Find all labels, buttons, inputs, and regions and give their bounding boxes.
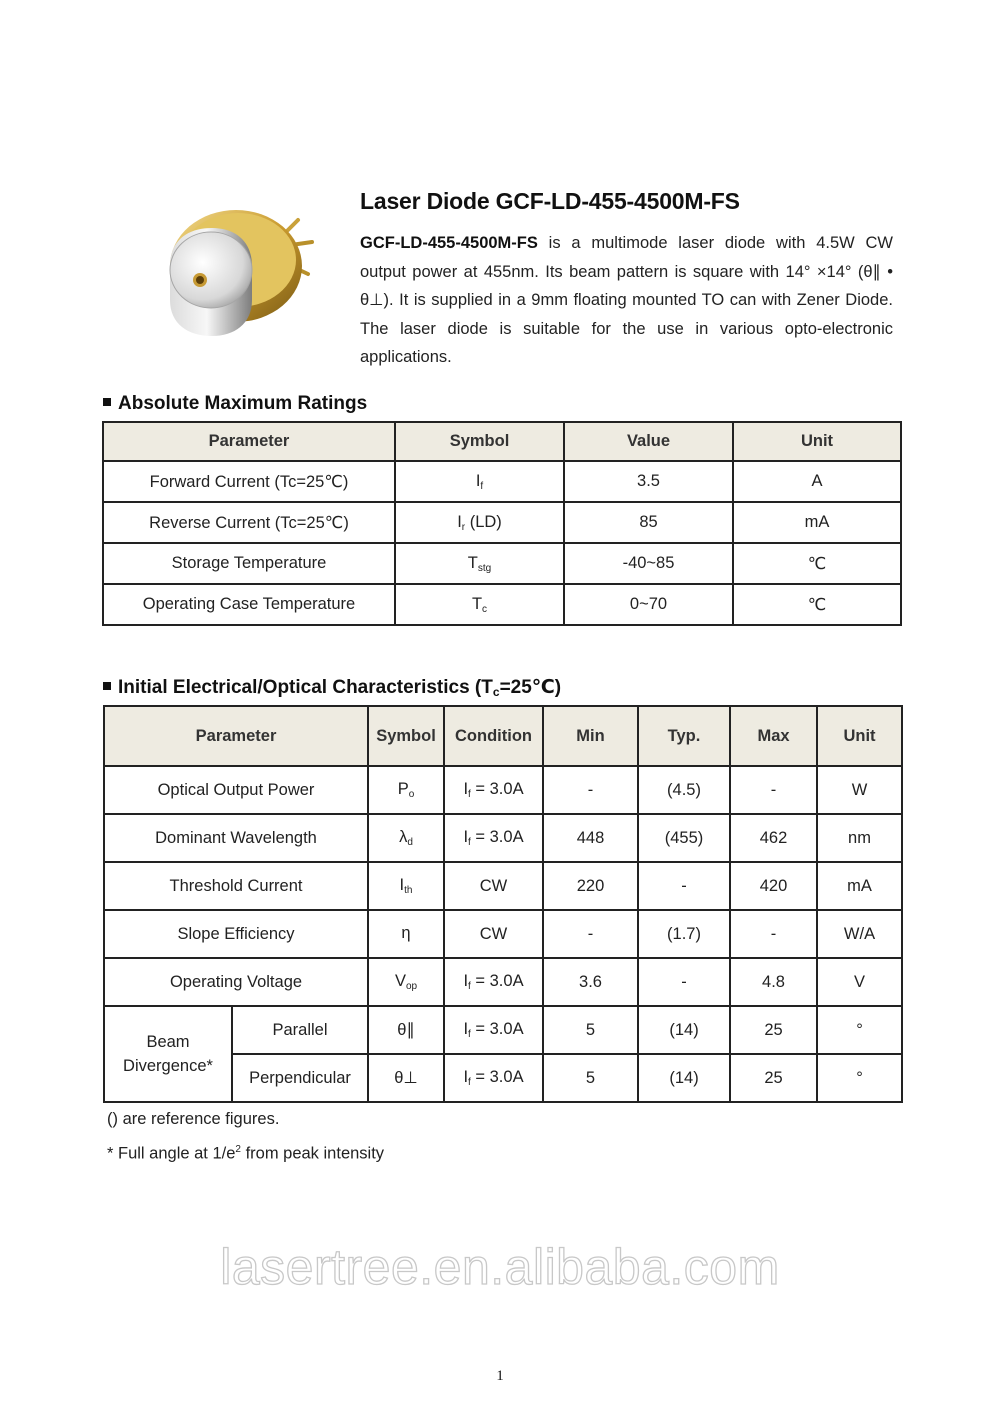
table-row: Operating Voltage $V_{op}$ $I_f = 3.0A$ 3.6 - 4.8 V — [104, 958, 902, 1006]
eoc-header-max: Max — [730, 706, 817, 766]
eoc-header-symbol: Symbol — [368, 706, 444, 766]
absolute-maximum-ratings-table — [102, 421, 902, 626]
electrical-optical-characteristics-table — [103, 705, 903, 1103]
table-row: Beam Divergence* Parallel θ∥ $I_f = 3.0A$ 5 (14) 25 ° — [104, 1006, 902, 1054]
amr-header-unit: Unit — [733, 422, 901, 461]
eoc-header-typ: Typ. — [638, 706, 730, 766]
table-row: Forward Current (Tc=25℃) $I_f$ 3.5 A — [103, 461, 901, 502]
laser-diode-product-image — [148, 200, 320, 360]
eoc-header-min: Min — [543, 706, 638, 766]
table-row: Slope Efficiency η CW - (1.7) - W/A — [104, 910, 902, 958]
eoc-header-condition: Condition — [444, 706, 543, 766]
table-row: Storage Temperature $T_{stg}$ -40~85 ℃ — [103, 543, 901, 584]
eoc-heading: Initial Electrical/Optical Characteristics $(T_c=25℃)$ — [103, 676, 561, 699]
table-row: Operating Case Temperature $T_c$ 0~70 ℃ — [103, 584, 901, 625]
product-model: GCF-LD-455-4500M-FS — [360, 234, 538, 252]
table-row: Perpendicular θ⊥ $I_f = 3.0A$ 5 (14) 25 ° — [104, 1054, 902, 1102]
eoc-header-unit: Unit — [817, 706, 902, 766]
watermark: lasertree.en.alibaba.com — [220, 1239, 780, 1295]
reference-note: () are reference figures. — [107, 1110, 280, 1128]
table-row: Dominant Wavelength $\lambda_d$ $I_f = 3.0A$ 448 (455) 462 nm — [104, 814, 902, 862]
table-row: Threshold Current $I_{th}$ CW 220 - 420 mA — [104, 862, 902, 910]
amr-header-parameter: Parameter — [103, 422, 395, 461]
amr-heading: Absolute Maximum Ratings — [103, 393, 367, 415]
amr-header-symbol: Symbol — [395, 422, 564, 461]
table-row: Optical Output Power $P_o$ $I_f = 3.0A$ - (4.5) - W — [104, 766, 902, 814]
beam-divergence-label: Beam Divergence* — [104, 1006, 232, 1102]
amr-header-value: Value — [564, 422, 733, 461]
product-description — [360, 229, 893, 372]
description-text: is a multimode laser diode with 4.5W CW output power at 455nm. Its beam pattern is square with 14° ×14° (θ∥ • θ⊥). It is supplied in a 9mm floating mounted TO can with Zener Diode. The laser diode is suitable for the use in various opto-electronic applications. — [360, 234, 893, 366]
product-title: Laser Diode GCF-LD-455-4500M-FS — [360, 188, 740, 214]
table-row: Reverse Current (Tc=25℃) $I_r$ (LD) 85 mA — [103, 502, 901, 543]
full-angle-note: * Full angle at $1/e^2$ from peak intensity — [107, 1144, 385, 1163]
page-number: 1 — [496, 1368, 504, 1384]
eoc-header-parameter: Parameter — [104, 706, 368, 766]
